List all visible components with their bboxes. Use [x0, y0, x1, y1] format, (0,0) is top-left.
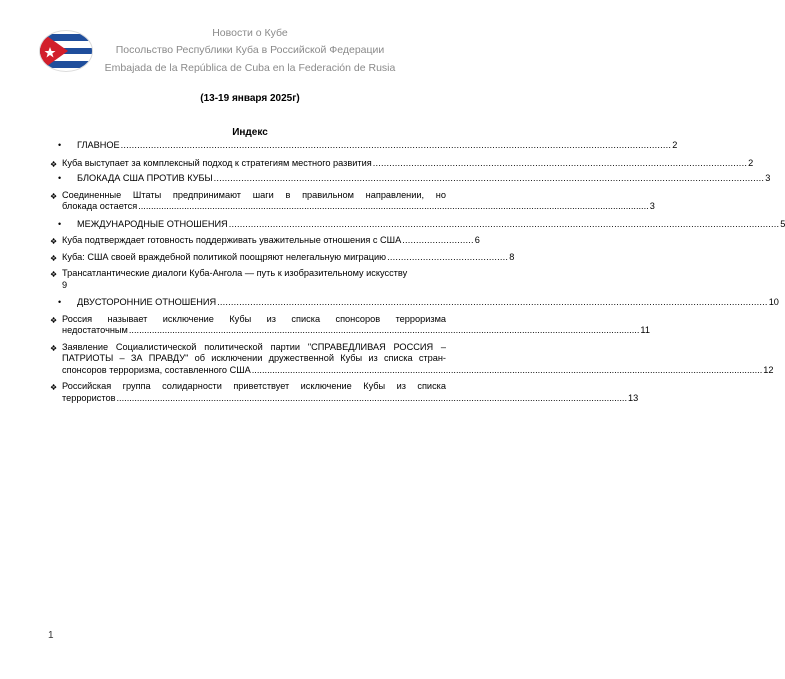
date-range: (13-19 января 2025г): [200, 93, 300, 104]
leader-dots: ........................................................................................................................................: [372, 157, 748, 168]
toc-section-blockade[interactable]: • БЛОКАДА США ПРОТИВ КУБЫ ........................................................................................................................................................................................................ 3: [58, 173, 771, 183]
diamond-bullet-icon: ❖: [50, 159, 58, 169]
header-title: Новости о Кубе: [212, 27, 288, 39]
leader-dots: ........................................................................................................................................................................................................: [138, 201, 649, 211]
leader-dots: ........................................................................................................................................................................................................: [120, 140, 672, 150]
bullet-dot-icon: •: [58, 173, 62, 183]
page-ref: 2: [672, 140, 678, 150]
leader-dots: ..........................: [402, 235, 474, 245]
toc-section-main[interactable]: • ГЛАВНОЕ ........................................................................................................................................................................................................ 2: [58, 140, 678, 150]
bullet-dot-icon: •: [58, 218, 62, 229]
page-ref: 6: [474, 235, 480, 245]
toc-entry[interactable]: ❖ Куба выступает за комплексный подход к стратегиям местного развития ........................................................................................................................................ 2: [50, 157, 754, 169]
diamond-bullet-icon: ❖: [50, 270, 58, 279]
diamond-bullet-icon: ❖: [50, 253, 58, 263]
diamond-bullet-icon: ❖: [50, 191, 58, 201]
bullet-dot-icon: •: [58, 297, 62, 307]
leader-dots: ........................................................................................................................................................................................................: [116, 392, 628, 403]
page-ref: 11: [640, 325, 650, 335]
page-ref: 3: [765, 173, 771, 183]
leader-dots: ........................................................................................................................................................................................................: [217, 297, 768, 307]
page-ref: 10: [768, 297, 779, 307]
diamond-bullet-icon: ❖: [50, 315, 58, 325]
index-heading: Индекс: [232, 127, 268, 138]
page-number: 1: [48, 630, 54, 641]
toc-entry[interactable]: ❖ Российская группа солидарности приветствует исключение Кубы из списка террористов ........................................................................................................................................................................................................ 13: [50, 381, 639, 403]
diamond-bullet-icon: ❖: [50, 343, 58, 353]
leader-dots: ........................................................................................................................................................................................................: [251, 364, 763, 375]
page-ref: 13: [628, 392, 639, 403]
page-ref: 8: [509, 251, 515, 262]
diamond-bullet-icon: ❖: [50, 237, 58, 246]
leader-dots: ............................................: [387, 251, 509, 262]
toc-entry[interactable]: ❖ Заявление Социалистической политической партии "СПРАВЕДЛИВАЯ РОССИЯ – ПАТРИОТЫ – ЗА ПРАВДУ" об исключении дружественной Кубы из списка стран- спонсоров терроризма, составленного США ........................................................................................................................................................................................................ 12: [50, 341, 774, 375]
header-embassy-ru: Посольство Республики Куба в Российской Федерации: [115, 44, 385, 56]
toc-section-bilateral[interactable]: • ДВУСТОРОННИЕ ОТНОШЕНИЯ ........................................................................................................................................................................................................ 10: [58, 297, 779, 307]
page-ref: 12: [763, 364, 774, 375]
leader-dots: ........................................................................................................................................................................................................: [213, 173, 765, 183]
toc-entry[interactable]: ❖ Куба: США своей враждебной политикой поощряют нелегальную миграцию ............................................ 8: [50, 251, 515, 263]
toc-entry[interactable]: ❖ Россия называет исключение Кубы из списка спонсоров терроризма недостаточным ........................................................................................................................................................................................................ 11: [50, 313, 650, 335]
leader-dots: ........................................................................................................................................................................................................: [228, 218, 780, 229]
page-ref: 5: [780, 218, 785, 229]
table-of-contents: [50, 140, 785, 404]
page-ref: 3: [649, 201, 655, 211]
toc-entry[interactable]: ❖ Соединенные Штаты предпринимают шаги в правильном направлении, но блокада остается ........................................................................................................................................................................................................ 3: [50, 189, 655, 211]
toc-entry[interactable]: ❖ Трансатлантические диалоги Куба-Ангола — путь к изобразительному искусству 9: [50, 268, 408, 290]
toc-entry[interactable]: ❖ Куба подтверждает готовность поддерживать уважительные отношения с США .......................... 6: [50, 235, 480, 246]
page-ref: 2: [748, 157, 754, 168]
header-embassy-es: Embajada de la República de Cuba en la Federación de Rusia: [104, 62, 396, 74]
diamond-bullet-icon: ❖: [50, 383, 58, 392]
toc-section-international[interactable]: • МЕЖДУНАРОДНЫЕ ОТНОШЕНИЯ ........................................................................................................................................................................................................ 5: [58, 218, 785, 229]
leader-dots: ........................................................................................................................................................................................................: [128, 325, 640, 335]
bullet-dot-icon: •: [58, 140, 62, 150]
